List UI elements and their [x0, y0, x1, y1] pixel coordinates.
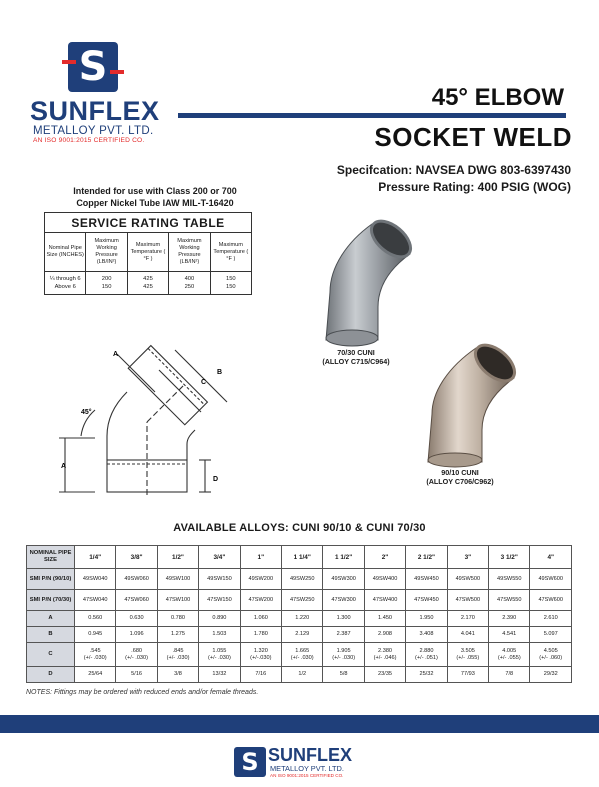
size-cell: 1/2": [157, 546, 198, 569]
table-cell: 5/16: [116, 667, 157, 683]
size-cell: 3/8": [116, 546, 157, 569]
table-cell: 1.300: [323, 611, 364, 627]
specification: Specifcation: NAVSEA DWG 803-6397430: [336, 163, 571, 177]
caption-9010: [410, 468, 510, 486]
label-d: D: [213, 476, 219, 483]
logo-letter: S: [78, 44, 108, 90]
table-cell: 7/16: [240, 667, 281, 683]
dimension-table: [26, 545, 572, 683]
footer-company-subtitle: METALLOY PVT. LTD.: [270, 764, 344, 773]
table-cell: 1.780: [240, 627, 281, 643]
table-cell: 29/32: [530, 667, 572, 683]
table-cell: 4.041: [447, 627, 488, 643]
table-cell: 1.503: [199, 627, 240, 643]
service-table-header: [45, 233, 251, 272]
dimension-table-body: [27, 569, 572, 683]
alloys-heading: AVAILABLE ALLOYS: CUNI 90/10 & CUNI 70/30: [173, 522, 426, 534]
elbow-dimension-diagram: [55, 340, 255, 500]
outer-bend: [107, 392, 127, 460]
table-cell: 13/32: [199, 667, 240, 683]
table-cell: 2.380 (+/- .046): [364, 643, 405, 667]
table-cell: .545 (+/- .030): [75, 643, 116, 667]
table-cell: [169, 272, 210, 294]
cell-line: 150: [225, 284, 236, 290]
table-cell: 2.610: [530, 611, 572, 627]
inner-bend: [187, 430, 195, 460]
size-cell: 2 1/2": [406, 546, 447, 569]
header-cell: Maximum Working Pressure (LB/IN²): [86, 233, 127, 271]
caption-line: 90/10 CUNI: [441, 468, 479, 477]
table-cell: 0.630: [116, 611, 157, 627]
table-row: [27, 590, 572, 611]
product-subtitle: SOCKET WELD: [374, 122, 572, 152]
table-header-row: [27, 546, 572, 569]
row-label: B: [27, 627, 75, 643]
table-cell: 47SW550: [489, 590, 530, 611]
table-cell: 47SW400: [364, 590, 405, 611]
elbow-9010-image: [418, 338, 530, 468]
company-subtitle: METALLOY PVT. LTD.: [33, 125, 154, 137]
row-label: SMI P/N (90/10): [27, 569, 75, 590]
row-label: SMI P/N (70/30): [27, 590, 75, 611]
intended-use: [30, 185, 280, 209]
table-cell: 1.905 (+/- .030): [323, 643, 364, 667]
notes: NOTES: Fittings may be ordered with reduced ends and/or female threads.: [26, 689, 259, 696]
cell-line: 200: [101, 276, 112, 282]
table-cell: 1.220: [282, 611, 323, 627]
cell-line: 150: [225, 276, 236, 282]
size-cell: 3/4": [199, 546, 240, 569]
table-cell: 1.096: [116, 627, 157, 643]
service-table-title: SERVICE RATING TABLE: [45, 213, 251, 233]
table-cell: 49SW600: [530, 569, 572, 590]
table-cell: [128, 272, 169, 294]
table-cell: [86, 272, 127, 294]
table-cell: 3.408: [406, 627, 447, 643]
table-cell: 2.387: [323, 627, 364, 643]
header-label: NOMINAL PIPE SIZE: [27, 546, 75, 569]
table-row: [27, 643, 572, 667]
table-cell: 47SW060: [116, 590, 157, 611]
table-cell: 49SW100: [157, 569, 198, 590]
table-cell: 1.275: [157, 627, 198, 643]
size-cell: 3 1/2": [489, 546, 530, 569]
table-cell: 1.055 (+/- .030): [199, 643, 240, 667]
table-cell: 49SW200: [240, 569, 281, 590]
upper-socket: [128, 346, 207, 425]
size-cell: 1": [240, 546, 281, 569]
table-cell: 5.097: [530, 627, 572, 643]
table-cell: 47SW450: [406, 590, 447, 611]
table-cell: 1.450: [364, 611, 405, 627]
footer-logo: [234, 747, 266, 777]
table-cell: 2.129: [282, 627, 323, 643]
table-cell: 4.505 (+/- .060): [530, 643, 572, 667]
company-name: SUNFLEX: [30, 96, 160, 126]
table-cell: 5/8: [323, 667, 364, 683]
table-cell: 2.908: [364, 627, 405, 643]
table-cell: [211, 272, 251, 294]
table-cell: 47SW300: [323, 590, 364, 611]
table-cell: 2.170: [447, 611, 488, 627]
footer-company-name: SUNFLEX: [268, 745, 353, 765]
table-cell: 47SW100: [157, 590, 198, 611]
table-cell: 23/35: [364, 667, 405, 683]
label-a-top: A: [113, 351, 119, 358]
caption-7030: [306, 348, 406, 366]
cell-line: 150: [101, 284, 112, 290]
service-rating-table: [44, 212, 252, 295]
table-cell: 0.890: [199, 611, 240, 627]
table-cell: 49SW250: [282, 569, 323, 590]
header-cell: Maximum Working Pressure (LB/IN²): [169, 233, 210, 271]
table-cell: 49SW300: [323, 569, 364, 590]
table-cell: 7/8: [489, 667, 530, 683]
table-cell: 3.505 (+/- .055): [447, 643, 488, 667]
table-cell: 1.950: [406, 611, 447, 627]
table-cell: .680 (+/- .030): [116, 643, 157, 667]
header-cell: Maximum Temperature ( °F ): [213, 241, 249, 262]
size-cell: 1 1/4": [282, 546, 323, 569]
table-cell: 0.560: [75, 611, 116, 627]
table-cell: 1.320 (+/-.030): [240, 643, 281, 667]
elbow-7030-image: [312, 212, 424, 347]
table-cell: 49SW040: [75, 569, 116, 590]
caption-line: (ALLOY C706/C962): [426, 477, 494, 486]
header-cell: Maximum Temperature ( °F ): [128, 233, 169, 271]
cell-line: 425: [143, 276, 153, 282]
table-cell: 0.945: [75, 627, 116, 643]
table-cell: 1.665 (+/- .030): [282, 643, 323, 667]
header-cell: Nominal Pipe Size (INCHES): [45, 233, 86, 271]
pressure-rating: Pressure Rating: 400 PSIG (WOG): [378, 180, 571, 194]
cell-line: 250: [184, 284, 195, 290]
intended-line: Copper Nickel Tube IAW MIL-T-16420: [76, 198, 234, 208]
cell-line: Above 6: [54, 284, 76, 290]
company-certification: AN ISO 9001:2015 CERTIFIED CO.: [33, 137, 145, 144]
table-cell: 49SW060: [116, 569, 157, 590]
table-cell: 47SW150: [199, 590, 240, 611]
table-row: [27, 569, 572, 590]
table-cell: 49SW500: [447, 569, 488, 590]
table-cell: 49SW550: [489, 569, 530, 590]
product-title: 45° ELBOW: [431, 84, 564, 111]
cell-line: 400: [184, 276, 195, 282]
cell-line: 425: [143, 284, 153, 290]
intended-line: Intended for use with Class 200 or 700: [73, 186, 237, 196]
size-cell: 1 1/2": [323, 546, 364, 569]
footer-certification: AN ISO 9001:2015 CERTIFIED CO.: [270, 773, 344, 778]
table-cell: 47SW250: [282, 590, 323, 611]
label-c: C: [201, 379, 207, 386]
row-label: A: [27, 611, 75, 627]
label-b: B: [217, 369, 223, 376]
table-cell: 2.880 (+/- .051): [406, 643, 447, 667]
table-cell: .845 (+/- .030): [157, 643, 198, 667]
cell-line: ¼ through 6: [49, 276, 81, 282]
size-cell: 3": [447, 546, 488, 569]
logo-red-bar: [110, 70, 124, 74]
size-cell: 1/4": [75, 546, 116, 569]
footer-bar: [0, 715, 599, 733]
table-cell: 25/32: [406, 667, 447, 683]
table-cell: 47SW200: [240, 590, 281, 611]
table-cell: 47SW500: [447, 590, 488, 611]
label-angle: 45°: [81, 409, 92, 416]
service-table-body: [45, 272, 251, 294]
table-cell: 47SW040: [75, 590, 116, 611]
table-cell: 0.780: [157, 611, 198, 627]
table-cell: 77/93: [447, 667, 488, 683]
size-cell: 2": [364, 546, 405, 569]
table-cell: 49SW450: [406, 569, 447, 590]
company-logo: [68, 42, 118, 92]
table-cell: 49SW400: [364, 569, 405, 590]
table-row: [27, 627, 572, 643]
table-cell: 25/64: [75, 667, 116, 683]
table-cell: 47SW600: [530, 590, 572, 611]
table-cell: 49SW150: [199, 569, 240, 590]
table-cell: 3/8: [157, 667, 198, 683]
title-rule: [178, 113, 566, 118]
table-row: [27, 611, 572, 627]
table-cell: 1/2: [282, 667, 323, 683]
table-cell: 4.005 (+/- .055): [489, 643, 530, 667]
footer-logo-letter: S: [241, 748, 259, 776]
table-cell: 4.541: [489, 627, 530, 643]
label-a-left: A: [61, 463, 67, 470]
caption-line: 70/30 CUNI: [337, 348, 375, 357]
row-label: C: [27, 643, 75, 667]
table-row: [27, 667, 572, 683]
table-cell: [45, 272, 86, 294]
table-cell: 1.060: [240, 611, 281, 627]
logo-red-bar: [62, 60, 76, 64]
caption-line: (ALLOY C715/C964): [322, 357, 390, 366]
size-cell: 4": [530, 546, 572, 569]
table-cell: 2.390: [489, 611, 530, 627]
row-label: D: [27, 667, 75, 683]
